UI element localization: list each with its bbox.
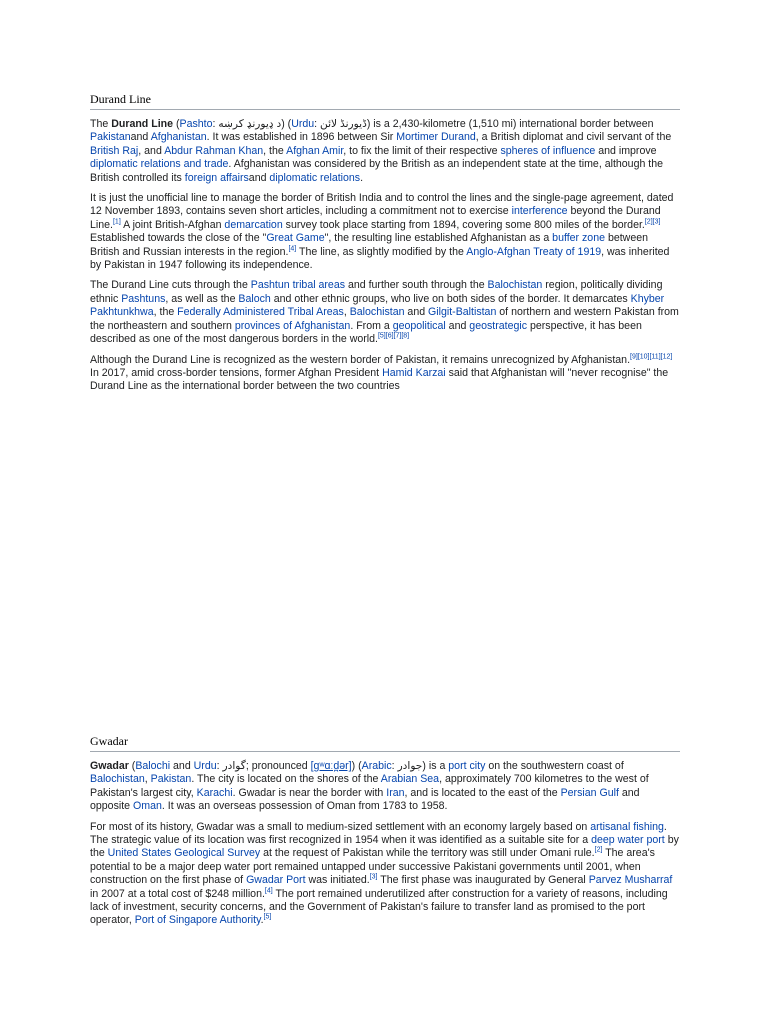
- wiki-link[interactable]: port city: [448, 760, 486, 772]
- gwadar-body: [90, 760, 680, 928]
- wiki-link[interactable]: spheres of influence: [500, 144, 596, 157]
- wiki-link[interactable]: interference: [511, 205, 568, 218]
- text-run: perspective, it has been described as one of the most dangerous borders in the world.: [90, 319, 642, 346]
- citation-reference[interactable]: [9][10][11][12]: [630, 352, 673, 360]
- wiki-link[interactable]: Great Game: [266, 232, 325, 245]
- article-paragraph: [90, 354, 680, 394]
- wiki-link[interactable]: United States Geological Survey: [107, 847, 261, 860]
- wiki-link[interactable]: buffer zone: [552, 232, 605, 245]
- wiki-link[interactable]: Urdu: [193, 760, 217, 772]
- text-run: and: [445, 319, 470, 332]
- text-run: and: [130, 131, 151, 144]
- citation-reference[interactable]: [2]: [594, 846, 603, 854]
- section-heading-gwadar: Gwadar: [90, 734, 680, 752]
- wiki-link[interactable]: Port of Singapore Authority: [134, 914, 261, 927]
- text-run: region, politically dividing ethnic: [90, 279, 663, 305]
- citation-reference[interactable]: [5]: [263, 913, 272, 921]
- text-run: at the request of Pakistan while the territory was still under Omani rule.: [260, 847, 595, 860]
- wiki-link[interactable]: Pakistan: [150, 773, 192, 786]
- citation-reference[interactable]: [4]: [264, 887, 273, 895]
- wiki-link[interactable]: Gwadar Port: [246, 874, 306, 887]
- wiki-link[interactable]: Urdu: [291, 118, 315, 130]
- text-run: , the: [153, 306, 178, 319]
- wiki-link[interactable]: demarcation: [224, 218, 283, 231]
- text-run: and further south through the: [345, 279, 488, 292]
- text-run: said that Afghanistan will "never recognise" the Durand Line as the international border between the two countries: [90, 366, 669, 393]
- wiki-link[interactable]: Balochistan: [487, 279, 543, 292]
- text-run: . From a: [350, 319, 393, 332]
- text-run: It is just the unofficial line to manage the border of British India and to control the lines and the single-page agreement, dated 12 November 1893, contains seven short articles, including a commitment not to exercise: [90, 192, 674, 218]
- text-run: , approximately 700 kilometres to the west of Pakistan's largest city,: [90, 773, 649, 799]
- wiki-link[interactable]: diplomatic relations and trade: [90, 158, 229, 171]
- text-run: , and: [138, 144, 165, 157]
- text-run: beyond the Durand Line.: [90, 205, 661, 231]
- text-run: : گوادر; pronounced: [216, 760, 311, 772]
- text-run: , and is located to the east of the: [404, 786, 561, 799]
- text-run: between British and Russian interests in the region.: [90, 232, 648, 258]
- wiki-link[interactable]: Pashtun tribal areas: [250, 279, 346, 292]
- wiki-link[interactable]: Balochi: [135, 760, 171, 772]
- text-run: survey took place starting from 1894, covering some 800 miles of the border.: [282, 218, 645, 231]
- wiki-link[interactable]: Anglo-Afghan Treaty of 1919: [466, 245, 602, 258]
- wiki-link[interactable]: Khyber Pakhtunkhwa: [90, 292, 665, 319]
- text-run: : ڈیورنڈ لائن) is a 2,430-kilometre (1,510 mi) international border between: [314, 118, 654, 130]
- wiki-link[interactable]: diplomatic relations: [269, 171, 361, 184]
- wiki-link[interactable]: Afghan Amir: [286, 144, 344, 157]
- text-run: in 2007 at a total cost of $248 million.: [90, 887, 265, 900]
- text-run: . It was established in 1896 between Sir: [206, 131, 397, 144]
- text-run: and: [170, 760, 194, 772]
- wiki-link[interactable]: Mortimer Durand: [396, 131, 476, 144]
- wiki-link[interactable]: Parvez Musharraf: [588, 874, 673, 887]
- text-run: on the southwestern coast of: [485, 760, 624, 772]
- text-run: Established towards the close of the ": [90, 232, 267, 245]
- wiki-link[interactable]: Federally Administered Tribal Areas: [177, 306, 344, 319]
- text-run: and opposite: [90, 786, 640, 813]
- article-paragraph: [90, 192, 680, 272]
- text-run: , the: [263, 144, 287, 157]
- text-run: , to fix the limit of their respective: [343, 144, 501, 157]
- text-run: The first phase was inaugurated by General: [377, 874, 589, 887]
- text-run: : جوادر) is a: [391, 760, 449, 772]
- text-run: A joint British-Afghan: [120, 218, 225, 231]
- wiki-link[interactable]: artisanal fishing: [590, 820, 664, 833]
- citation-reference[interactable]: [2][3]: [644, 218, 661, 226]
- text-run: The line, as slightly modified by the: [296, 245, 467, 258]
- wiki-link[interactable]: Hamid Karzai: [382, 366, 446, 379]
- text-run: The port remained underutilized after construction for a variety of reasons, including lack of investment, security concerns, and the Government of Pakistan's failure to transfer land as promised to the port operator,: [90, 887, 668, 927]
- text-run: , as well as the: [165, 292, 239, 305]
- wiki-link[interactable]: Pashtuns: [121, 292, 166, 305]
- wiki-link[interactable]: Pashto: [179, 118, 213, 130]
- text-run: (: [173, 118, 180, 130]
- bold-term: Gwadar: [90, 760, 129, 772]
- wiki-link[interactable]: British Raj: [90, 144, 139, 157]
- text-run: and improve: [595, 144, 657, 157]
- text-run: (: [128, 760, 136, 772]
- wiki-link[interactable]: Balochistan: [90, 773, 145, 786]
- article-paragraph: [90, 279, 680, 346]
- ipa-pronunciation-link[interactable]: [ɡʷɑːd̪ər]: [310, 760, 352, 772]
- text-run: and: [404, 306, 429, 319]
- text-run: In 2017, amid cross-border tensions, former Afghan President: [90, 366, 383, 379]
- wiki-link[interactable]: Persian Gulf: [560, 786, 619, 799]
- wiki-link[interactable]: Pakistan: [90, 131, 131, 144]
- wiki-link[interactable]: Karachi: [196, 786, 233, 799]
- text-run: ) (: [351, 760, 362, 772]
- text-run: : د ډیورنډ کرښه) (: [212, 118, 292, 130]
- text-run: ,: [144, 773, 151, 786]
- text-run: For most of its history, Gwadar was a small to medium-sized settlement with an economy largely based on: [90, 820, 591, 833]
- wiki-link[interactable]: Iran: [386, 786, 405, 799]
- text-run: ,: [343, 306, 350, 319]
- citation-reference[interactable]: [3]: [369, 873, 378, 881]
- wiki-link[interactable]: deep water port: [591, 834, 665, 847]
- durand-line-body: [90, 118, 680, 394]
- text-run: and: [248, 171, 270, 184]
- wiki-link[interactable]: Baloch: [238, 292, 271, 305]
- citation-reference[interactable]: [4]: [288, 245, 297, 253]
- text-run: . Afghanistan was considered by the British as an independent state at the time, although the British controlled its: [90, 158, 664, 184]
- wiki-link[interactable]: geopolitical: [392, 319, 446, 332]
- durand-line-section: [90, 92, 680, 401]
- wiki-link[interactable]: provinces of Afghanistan: [234, 319, 351, 332]
- ipa-wrapper: [311, 760, 352, 772]
- citation-reference[interactable]: [5][6][7][8]: [377, 332, 410, 340]
- text-run: .: [260, 914, 264, 927]
- article-paragraph: [90, 760, 680, 814]
- text-run: Although the Durand Line is recognized as the western border of Pakistan, it remains unrecognized by Afghanistan.: [90, 353, 631, 366]
- wiki-link[interactable]: Arabian Sea: [380, 773, 440, 786]
- text-run: by the: [90, 834, 679, 860]
- gwadar-section: [90, 734, 680, 935]
- text-run: was initiated.: [305, 874, 370, 887]
- citation-reference[interactable]: [1]: [112, 218, 121, 226]
- wiki-link[interactable]: Abdur Rahman Khan: [164, 144, 264, 157]
- text-run: . The strategic value of its location was first recognized in 1954 when it was identified as a suitable site for a: [90, 820, 667, 847]
- wiki-link[interactable]: Balochistan: [349, 306, 405, 319]
- text-run: . Gwadar is near the border with: [232, 786, 387, 799]
- article-paragraph: [90, 821, 680, 928]
- text-run: , was inherited by Pakistan in 1947 following its independence.: [90, 245, 670, 272]
- wiki-link[interactable]: Oman: [133, 800, 162, 813]
- text-run: ", the resulting line established Afghanistan as a: [324, 232, 553, 245]
- wiki-link[interactable]: Arabic: [361, 760, 392, 772]
- text-run: of northern and western Pakistan from the northeastern and southern: [90, 306, 679, 332]
- text-run: The area's potential to be a major deep water port remained untapped under successive Pakistani governments until 2001, when construction on the first phase of: [90, 847, 655, 887]
- section-heading-durand-line: Durand Line: [90, 92, 680, 110]
- wiki-link[interactable]: Afghanistan: [150, 131, 207, 144]
- text-run: The: [90, 118, 112, 130]
- article-paragraph: [90, 118, 680, 185]
- wiki-link[interactable]: foreign affairs: [184, 171, 249, 184]
- text-run: .: [360, 171, 364, 184]
- wiki-link[interactable]: Gilgit-Baltistan: [428, 306, 497, 319]
- bold-term: Durand Line: [111, 118, 174, 130]
- wiki-link[interactable]: geostrategic: [469, 319, 528, 332]
- text-run: , a British diplomat and civil servant of the: [475, 131, 672, 144]
- text-run: . It was an overseas possession of Oman from 1783 to 1958.: [161, 800, 448, 813]
- text-run: The Durand Line cuts through the: [90, 279, 251, 292]
- text-run: and other ethnic groups, who live on both sides of the border. It demarcates: [270, 292, 631, 305]
- text-run: . The city is located on the shores of the: [191, 773, 381, 786]
